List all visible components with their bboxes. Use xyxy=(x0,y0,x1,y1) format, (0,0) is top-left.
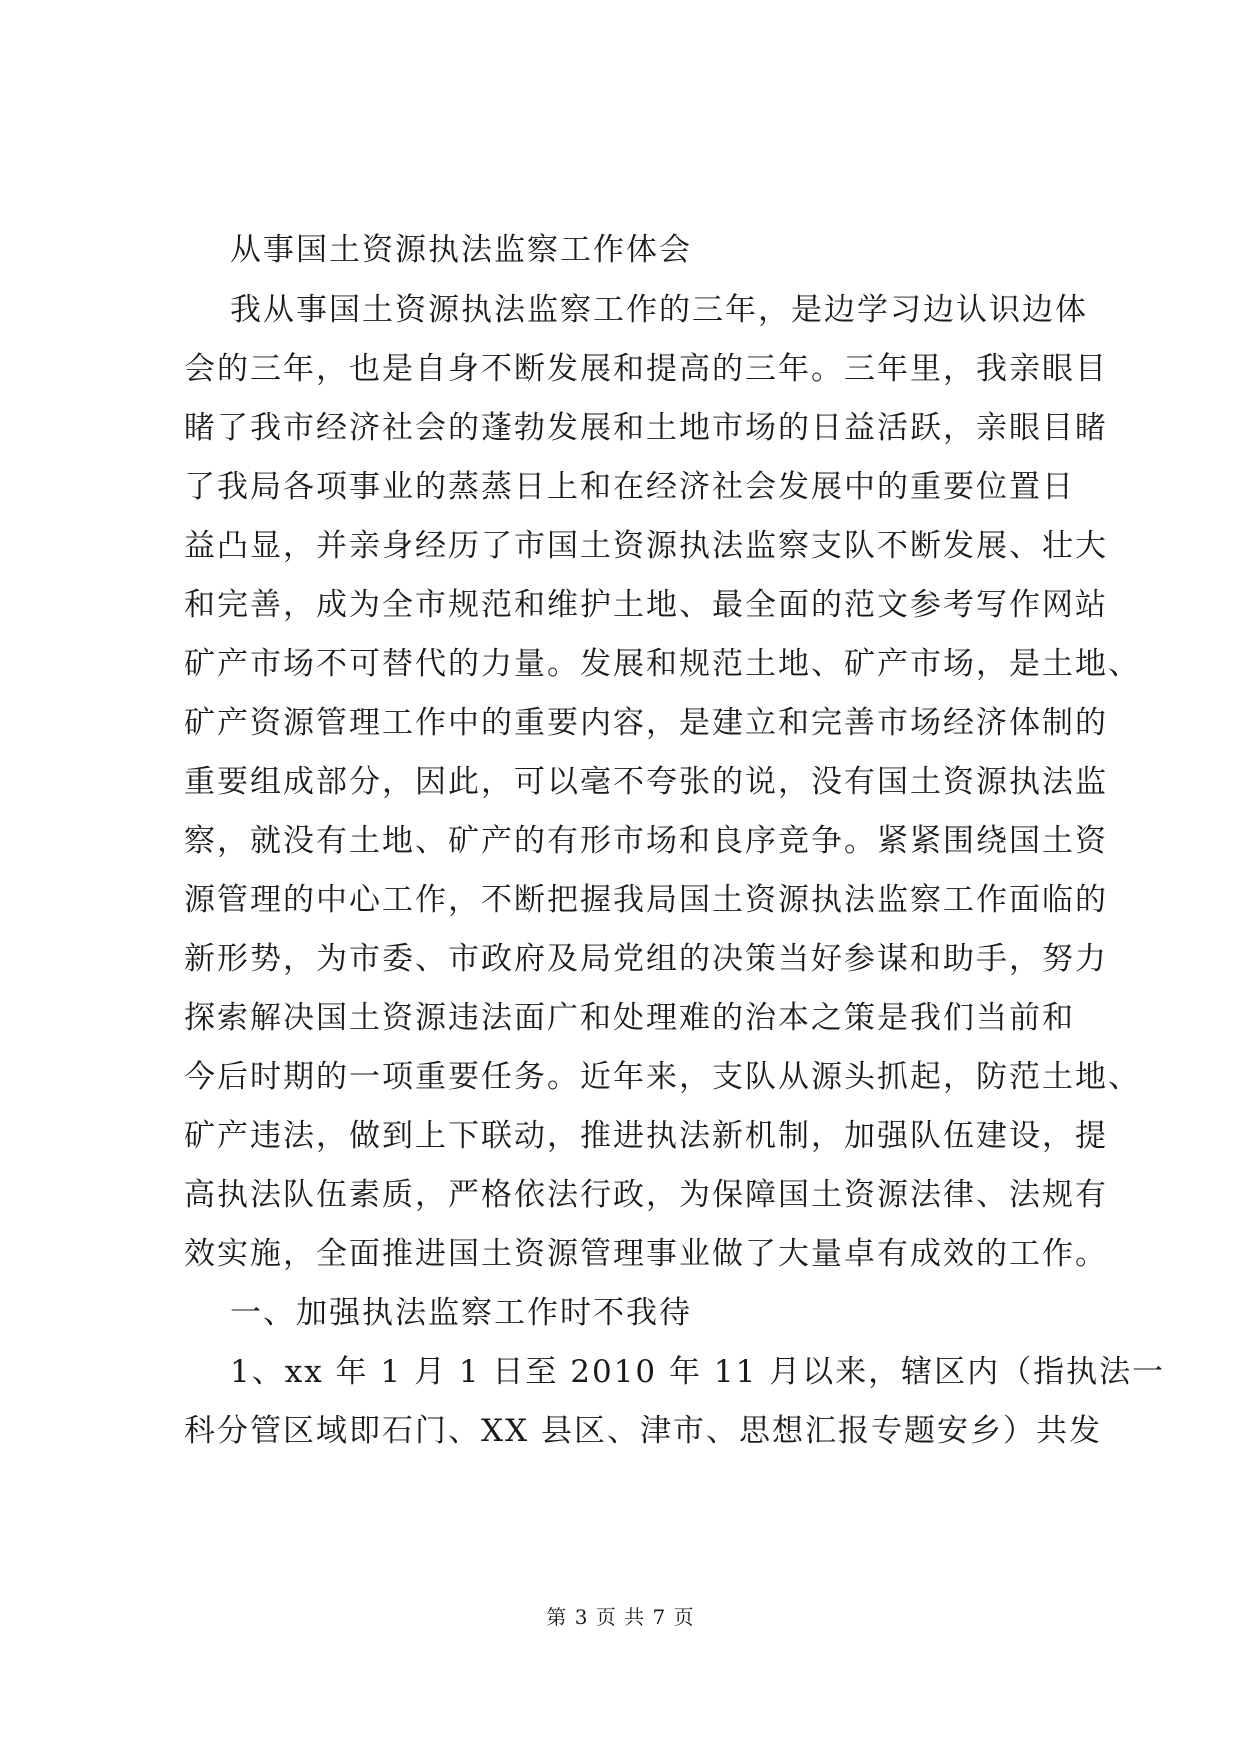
paragraph-line: 1、xx 年 1 月 1 日至 2010 年 11 月以来，辖区内（指执法一 xyxy=(230,1354,1166,1390)
paragraph-line: 源管理的中心工作，不断把握我局国土资源执法监察工作面临的 xyxy=(184,882,1108,918)
paragraph-line: 今后时期的一项重要任务。近年来，支队从源头抓起，防范土地、 xyxy=(184,1059,1141,1095)
paragraph-line: 了我局各项事业的蒸蒸日上和在经济社会发展中的重要位置日 xyxy=(184,469,1075,505)
paragraph-line: 科分管区域即石门、XX 县区、津市、思想汇报专题安乡）共发 xyxy=(184,1413,1102,1449)
paragraph-line: 效实施，全面推进国土资源管理事业做了大量卓有成效的工作。 xyxy=(184,1236,1108,1272)
paragraph-line: 和完善，成为全市规范和维护土地、最全面的范文参考写作网站 xyxy=(184,587,1108,623)
paragraph-line: 重要组成部分，因此，可以毫不夸张的说，没有国土资源执法监 xyxy=(184,764,1108,800)
paragraph-line: 探索解决国土资源违法面广和处理难的治本之策是我们当前和 xyxy=(184,1000,1075,1036)
section-heading: 一、加强执法监察工作时不我待 xyxy=(230,1295,692,1331)
page-number: 第 3 页 共 7 页 xyxy=(546,1605,695,1629)
paragraph-line: 察，就没有土地、矿产的有形市场和良序竞争。紧紧围绕国土资 xyxy=(184,823,1108,859)
document-title: 从事国土资源执法监察工作体会 xyxy=(230,232,692,268)
paragraph-line: 高执法队伍素质，严格依法行政，为保障国土资源法律、法规有 xyxy=(184,1177,1108,1213)
paragraph-line: 矿产违法，做到上下联动，推进执法新机制，加强队伍建设，提 xyxy=(184,1118,1108,1154)
paragraph-line: 我从事国土资源执法监察工作的三年，是边学习边认识边体 xyxy=(230,292,1088,328)
paragraph-line: 矿产资源管理工作中的重要内容，是建立和完善市场经济体制的 xyxy=(184,705,1108,741)
paragraph-line: 会的三年，也是自身不断发展和提高的三年。三年里，我亲眼目 xyxy=(184,351,1108,387)
paragraph-line: 睹了我市经济社会的蓬勃发展和土地市场的日益活跃，亲眼目睹 xyxy=(184,410,1108,446)
paragraph-line: 矿产市场不可替代的力量。发展和规范土地、矿产市场，是土地、 xyxy=(184,646,1141,682)
paragraph-line: 益凸显，并亲身经历了市国土资源执法监察支队不断发展、壮大 xyxy=(184,528,1108,564)
paragraph-line: 新形势，为市委、市政府及局党组的决策当好参谋和助手，努力 xyxy=(184,941,1108,977)
